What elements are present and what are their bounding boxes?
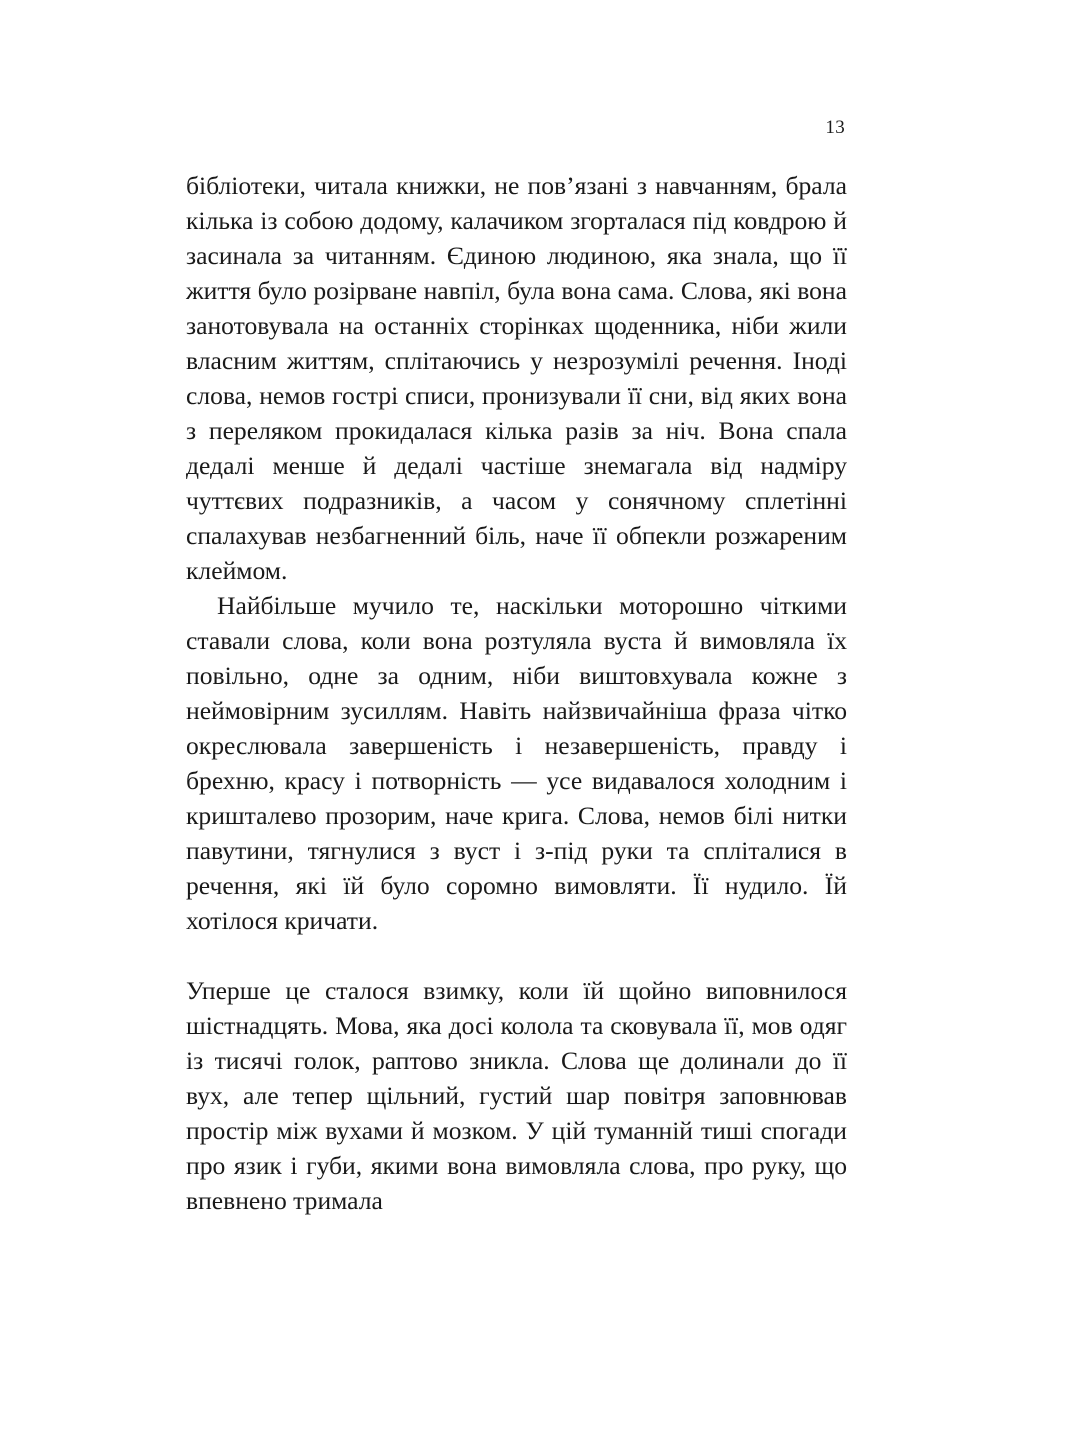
paragraph: бібліотеки, читала книжки, не пов’язані з навчанням, брала кілька із собою додому, калачиком згорталася під ковдрою й засинала за читанням. Єдиною людиною, яка знала, що її життя було розірване навпіл, була вона сама. Слова, які вона занотовувала на останніх сторінках щоденника, ніби жили власним життям, сплітаючись у незрозумілі речення. Іноді слова, немов гострі списи, пронизували її сни, від яких вона з переляком прокидалася кілька разів за ніч. Вона спала дедалі менше й дедалі частіше знемагала від надміру чуттєвих подразників, а часом у сонячному сплетінні спалахував незбагненний біль, наче її обпекли розжареним клеймом. [186, 171, 847, 585]
paragraph: Найбільше мучило те, наскільки моторошно чіткими ставали слова, коли вона розтуляла вуста й вимовляла їх повільно, одне за одним, ніби виштовхувала кожне з неймовірним зусиллям. Навіть найзвичайніша фраза чітко окреслювала завершеність і незавершеність, правду і брехню, красу і потворність — усе видавалося холодним і кришталево прозорим, наче крига. Слова, немов білі нитки павутини, тягнулися з вуст і з-під руки та спліталися в речення, які їй було соромно вимовляти. Її нудило. Їй хотілося кричати. [186, 591, 847, 935]
body-text-block [186, 168, 847, 1218]
paragraph: Уперше це сталося взимку, коли їй щойно виповнилося шістнадцять. Мова, яка досі колола та сковувала її, мов одяг із тисячі голок, раптово зникла. Слова ще долинали до її вух, але тепер щільний, густий шар повітря заповнював простір між вухами й мозком. У цій туманній тиші спогади про язик і губи, якими вона вимовляла слова, про руку, що впевнено тримала [186, 976, 847, 1215]
page-number: 13 [825, 117, 845, 138]
